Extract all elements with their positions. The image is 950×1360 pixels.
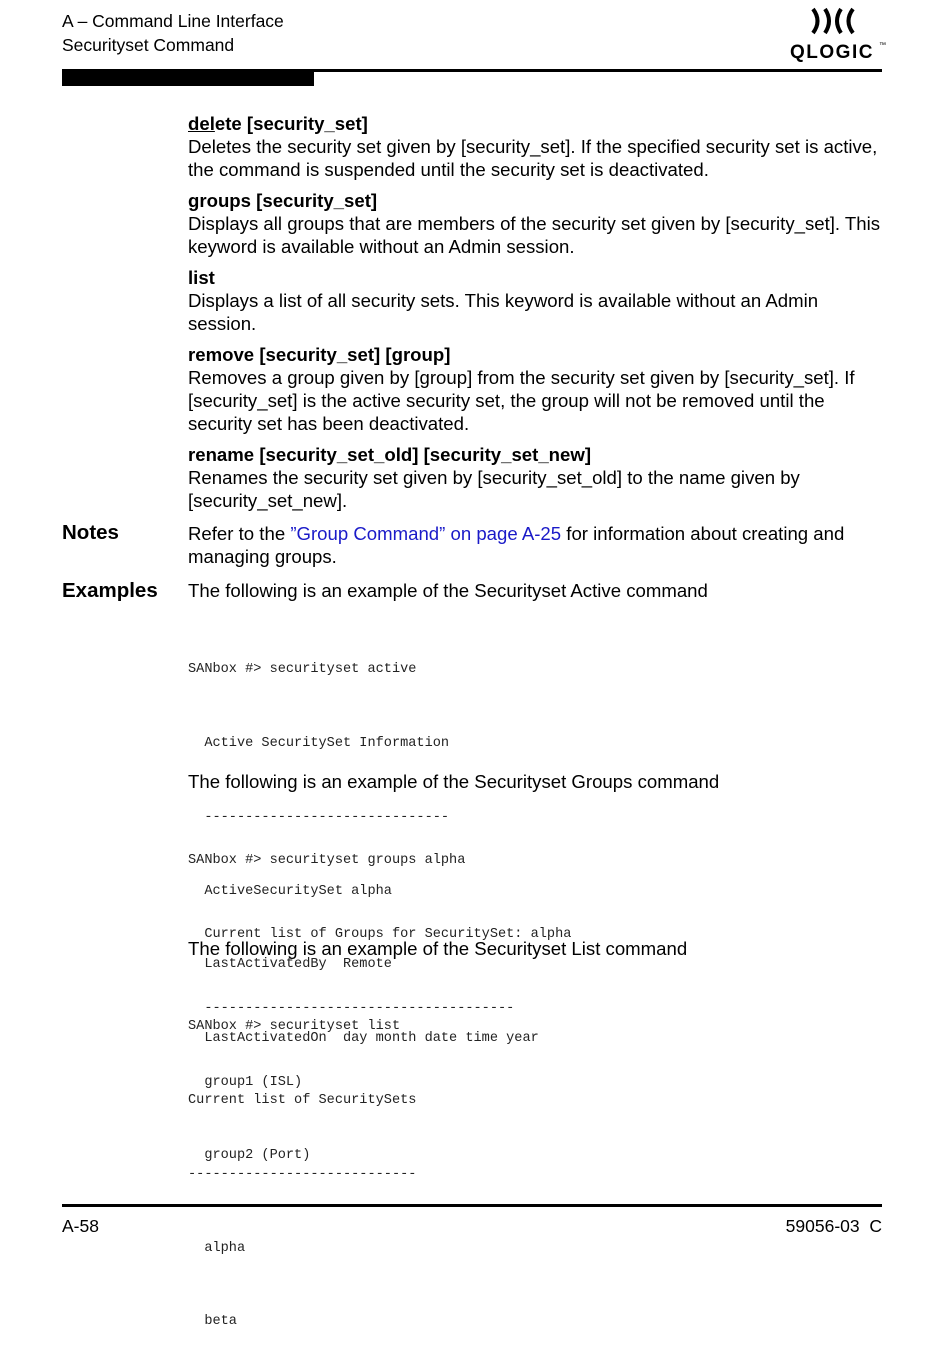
keyword-title: rename [security_set_old] [security_set_new] (188, 444, 592, 465)
notes-heading: Notes (62, 521, 119, 544)
logo-wordmark: QLOGIC (790, 42, 874, 63)
keyword-abbrev: del (188, 113, 215, 134)
keyword-remove (188, 343, 882, 435)
header-bar (62, 72, 314, 86)
logo-trademark: ™ (879, 42, 886, 49)
example-intro: The following is an example of the Securityset List command (188, 938, 688, 959)
code-line: ------------------------------ (188, 809, 450, 825)
qlogic-mark-icon (811, 7, 855, 35)
notes-text-pre: Refer to the (188, 523, 291, 544)
header-section: Securityset Command (62, 35, 235, 55)
code-line: Current list of Groups for SecuritySet: alpha (188, 926, 572, 942)
code-line: -------------------------------------- (188, 1000, 515, 1016)
code-line: ---------------------------- (188, 1166, 417, 1182)
code-line: group1 (ISL) (188, 1074, 303, 1090)
code-line: LastActivatedOn day month date time year (188, 1031, 539, 1047)
header-chapter: A – Command Line Interface (62, 11, 284, 31)
document-number: 59056-03 C (785, 1216, 882, 1236)
notes-text-post: for information about creating and managing groups. (188, 523, 845, 567)
code-line: Current list of SecuritySets (188, 1092, 417, 1108)
keyword-delete (188, 112, 882, 181)
qlogic-logo (788, 6, 886, 63)
code-line: SANbox #> securityset groups alpha (188, 853, 466, 869)
keyword-list (188, 266, 882, 335)
keyword-description: Displays a list of all security sets. This keyword is available without an Admin session. (188, 290, 819, 334)
keyword-title: remove [security_set] [group] (188, 344, 451, 365)
code-block (188, 966, 416, 1360)
code-line: Active SecuritySet Information (188, 735, 450, 751)
keyword-description: Displays all groups that are members of the security set given by [security_set]. This keyword is available without an Admin session. (188, 213, 881, 257)
keyword-title: groups [security_set] (188, 190, 378, 211)
code-line: beta (188, 1314, 237, 1330)
examples-heading: Examples (62, 579, 158, 602)
code-line: SANbox #> securityset active (188, 662, 417, 678)
keyword-description: Renames the security set given by [security_set_old] to the name given by [security_set_new]. (188, 467, 800, 511)
example-intro: The following is an example of the Securityset Active command (188, 580, 708, 601)
keyword-title (188, 112, 882, 135)
running-header (62, 9, 284, 57)
code-line: LastActivatedBy Remote (188, 957, 392, 973)
keyword-description: Removes a group given by [group] from the security set given by [security_set]. If [security_set] is the active security set, the group will not be removed until the security set has been deactivated. (188, 367, 855, 434)
group-command-link[interactable]: ”Group Command” on page A-25 (290, 523, 562, 544)
code-line: alpha (188, 1240, 246, 1256)
keyword-groups (188, 189, 882, 258)
keyword-description: Deletes the security set given by [security_set]. If the specified security set is active, the command is suspended until the security set is deactivated. (188, 136, 878, 180)
keyword-title: list (188, 267, 215, 288)
code-line: ActiveSecuritySet alpha (188, 883, 392, 899)
notes-text (188, 522, 882, 568)
keyword-title-rest: ete [security_set] (214, 113, 368, 134)
code-line: group2 (Port) (188, 1148, 311, 1164)
page-number: A-58 (62, 1216, 99, 1236)
example-intro: The following is an example of the Securityset Groups command (188, 771, 720, 792)
keyword-rename (188, 443, 882, 512)
footer-rule (62, 1204, 882, 1207)
code-line: SANbox #> securityset list (188, 1019, 401, 1035)
